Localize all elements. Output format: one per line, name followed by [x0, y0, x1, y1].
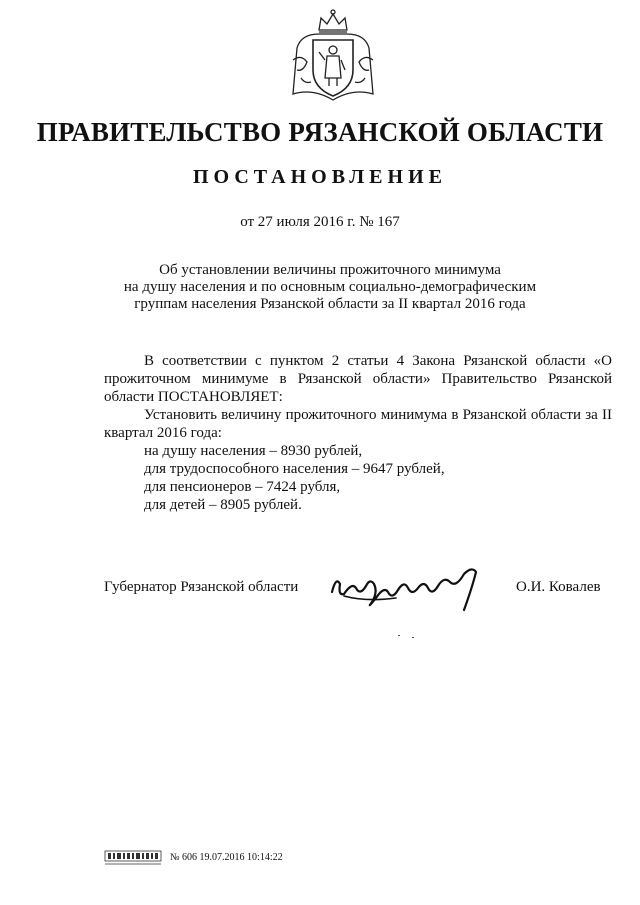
list-item: для детей – 8905 рублей. — [144, 497, 302, 513]
document-type: ПОСТАНОВЛЕНИЕ — [193, 166, 447, 188]
document-subject — [80, 262, 580, 313]
registry-stamp-icon — [104, 849, 162, 867]
list-item: для трудоспособного населения – 9647 рублей, — [144, 461, 445, 477]
subject-line: группам населения Рязанской области за II квартал 2016 года — [134, 296, 526, 312]
scan-speck — [412, 637, 414, 638]
handwritten-signature — [326, 562, 496, 614]
signer-position: Губернатор Рязанской области — [104, 579, 299, 595]
signer-name: О.И. Ковалев — [516, 579, 601, 595]
preamble-paragraph: В соответствии с пунктом 2 статьи 4 Закона Рязанской области «О прожиточном минимуме в Рязанской области» Правительство Рязанской области ПОСТАНОВЛЯЕТ: — [104, 353, 612, 405]
document-body — [104, 352, 612, 514]
resolution-paragraph: Установить величину прожиточного минимума в Рязанской области за II квартал 2016 года: — [104, 407, 612, 441]
registration-info: № 606 19.07.2016 10:14:22 — [170, 852, 283, 863]
list-item: для пенсионеров – 7424 рубля, — [144, 479, 341, 495]
ryazan-coat-of-arms-icon — [283, 8, 383, 106]
document-date-number: от 27 июля 2016 г. № 167 — [240, 214, 400, 230]
minimum-values-list — [104, 442, 612, 514]
government-title: ПРАВИТЕЛЬСТВО РЯЗАНСКОЙ ОБЛАСТИ — [36, 117, 604, 147]
subject-line: на душу населения и по основным социально-демографическим — [123, 279, 537, 295]
scan-speck — [398, 635, 400, 636]
subject-line: Об установлении величины прожиточного минимума — [159, 262, 501, 278]
list-item: на душу населения – 8930 рублей, — [144, 443, 363, 459]
